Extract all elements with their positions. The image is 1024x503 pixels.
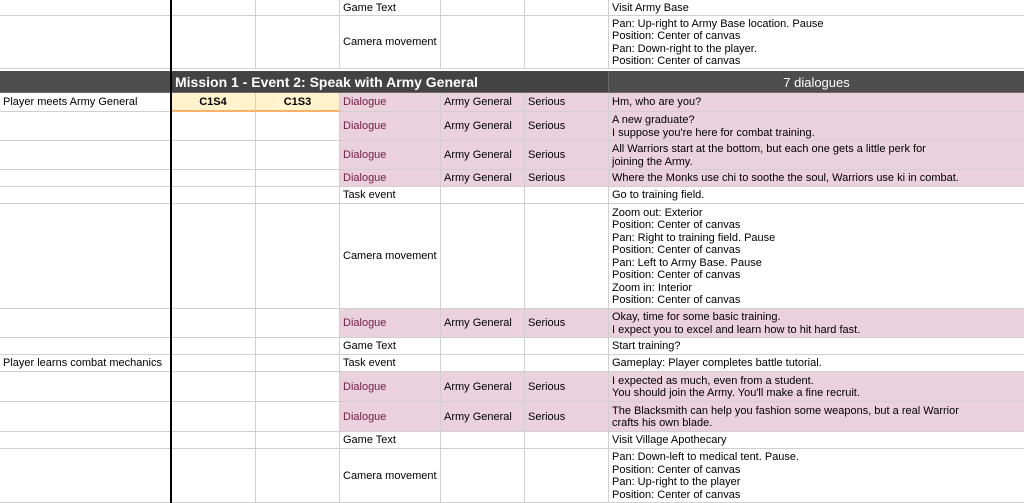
cell-line: crafts his own blade. <box>612 417 713 429</box>
speaker-cell[interactable] <box>441 16 525 69</box>
speaker-cell[interactable] <box>441 141 525 170</box>
content-text <box>612 357 822 370</box>
type-cell[interactable] <box>340 187 441 204</box>
code-cell-1[interactable] <box>171 204 256 309</box>
type-cell[interactable] <box>340 355 441 372</box>
type-label: Camera movement <box>343 469 437 482</box>
content-cell[interactable] <box>609 355 1024 372</box>
cell-line: Position: Center of canvas <box>612 55 741 67</box>
type-cell[interactable] <box>340 309 441 338</box>
cell-line: Visit Army Base <box>612 1 689 14</box>
tone-label: Serious <box>528 149 566 162</box>
cell-line: joining the Army. <box>612 155 693 168</box>
cell-line: Position: Center of canvas <box>612 30 741 42</box>
type-label: Camera movement <box>343 250 437 263</box>
cell-line: The Blacksmith can help you fashion some weapons, but a real Warrior <box>612 404 959 417</box>
type-cell[interactable] <box>340 432 441 449</box>
speaker-cell[interactable] <box>441 170 525 187</box>
cell-line: Pan: Up-right to the player <box>612 476 741 488</box>
code-cell-2[interactable] <box>256 0 340 16</box>
content-text <box>612 405 959 430</box>
speaker-cell[interactable] <box>441 112 525 141</box>
content-text <box>612 172 959 185</box>
cell-line: Position: Center of canvas <box>612 244 741 256</box>
type-label: Task event <box>343 357 396 370</box>
speaker-cell[interactable] <box>441 187 525 204</box>
cell-line: Zoom out: Exterior <box>612 206 703 219</box>
type-cell[interactable] <box>340 372 441 402</box>
tone-label: Serious <box>528 380 566 393</box>
type-cell[interactable] <box>340 204 441 309</box>
table-row <box>0 170 1024 187</box>
speaker-label: Army General <box>444 149 512 162</box>
content-cell[interactable] <box>609 0 1024 16</box>
content-text <box>612 189 704 202</box>
code-cell-1[interactable] <box>171 170 256 187</box>
content-cell[interactable] <box>609 112 1024 141</box>
type-label: Camera movement <box>343 36 437 49</box>
code-cell-1[interactable] <box>171 449 256 503</box>
code-cell-2[interactable] <box>256 16 340 69</box>
tone-cell[interactable] <box>525 355 609 372</box>
content-cell[interactable] <box>609 338 1024 355</box>
content-cell[interactable] <box>609 449 1024 503</box>
tone-label: Serious <box>528 96 566 109</box>
type-label: Game Text <box>343 340 396 353</box>
code-cell-1[interactable] <box>171 187 256 204</box>
cell-line: Visit Village Apothecary <box>612 434 727 447</box>
type-cell[interactable] <box>340 402 441 432</box>
tone-cell[interactable] <box>525 112 609 141</box>
cell-line: Where the Monks use chi to soothe the soul, Warriors use ki in combat. <box>612 172 959 185</box>
code-cell-2[interactable] <box>256 432 340 449</box>
cell-line: A new graduate? <box>612 114 695 126</box>
tone-cell[interactable] <box>525 402 609 432</box>
cell-line: Position: Center of canvas <box>612 219 741 231</box>
content-text <box>612 311 860 336</box>
section-cell[interactable] <box>0 141 171 170</box>
cell-line: Pan: Up-right to Army Base location. Pause <box>612 17 824 30</box>
section-cell[interactable] <box>0 372 171 402</box>
header-blank-cell[interactable] <box>0 71 171 93</box>
cell-line: Start training? <box>612 340 681 353</box>
code-cell-1[interactable] <box>171 372 256 402</box>
tone-cell[interactable] <box>525 338 609 355</box>
table-row <box>0 432 1024 449</box>
code-cell-1[interactable] <box>171 112 256 141</box>
speaker-label: Army General <box>444 120 512 133</box>
type-label: Dialogue <box>343 149 387 162</box>
cell-line: I expect you to excel and learn how to hit hard fast. <box>612 323 861 336</box>
table-row <box>0 402 1024 432</box>
event-header-row <box>0 71 1024 93</box>
code-cell-2[interactable] <box>256 355 340 372</box>
content-cell[interactable] <box>609 402 1024 432</box>
event-title-cell[interactable] <box>171 71 609 93</box>
cell-line: Go to training field. <box>612 189 705 202</box>
dialogue-count-cell[interactable] <box>609 71 1024 93</box>
section-cell[interactable] <box>0 338 171 355</box>
speaker-label: Army General <box>444 317 512 330</box>
tone-label: Serious <box>528 172 566 185</box>
tone-cell[interactable] <box>525 93 609 112</box>
tone-label: Serious <box>528 120 566 133</box>
section-cell[interactable] <box>0 93 171 112</box>
table-row <box>0 355 1024 372</box>
content-cell[interactable] <box>609 372 1024 402</box>
table-row <box>0 0 1024 16</box>
content-cell[interactable] <box>609 432 1024 449</box>
code-cell-2[interactable] <box>256 372 340 402</box>
cell-line: Zoom in: Interior <box>612 281 693 294</box>
code-cell-1[interactable] <box>171 338 256 355</box>
type-cell[interactable] <box>340 16 441 69</box>
speaker-cell[interactable] <box>441 449 525 503</box>
table-row <box>0 204 1024 309</box>
cell-line: Okay, time for some basic training. <box>612 311 781 323</box>
code-cell-2[interactable] <box>256 449 340 503</box>
content-cell[interactable] <box>609 170 1024 187</box>
speaker-cell[interactable] <box>441 338 525 355</box>
type-label: Dialogue <box>343 380 387 393</box>
code-cell-1[interactable]: C1S4 <box>171 93 256 112</box>
code-cell-1[interactable] <box>171 141 256 170</box>
code-cell-2[interactable] <box>256 170 340 187</box>
section-cell[interactable] <box>0 170 171 187</box>
speaker-cell[interactable] <box>441 309 525 338</box>
type-cell[interactable] <box>340 338 441 355</box>
cell-line: Gameplay: Player completes battle tutorial. <box>612 357 822 370</box>
section-cell[interactable] <box>0 187 171 204</box>
code-cell-1[interactable] <box>171 355 256 372</box>
content-text <box>612 340 680 353</box>
code-cell-2[interactable] <box>256 187 340 204</box>
speaker-cell[interactable] <box>441 355 525 372</box>
tone-cell[interactable] <box>525 16 609 69</box>
section-cell[interactable] <box>0 16 171 69</box>
code-cell-2[interactable] <box>256 338 340 355</box>
section-cell[interactable] <box>0 355 171 372</box>
speaker-label: Army General <box>444 380 512 393</box>
code-cell-1[interactable] <box>171 309 256 338</box>
content-cell[interactable] <box>609 204 1024 309</box>
content-text <box>612 2 689 15</box>
speaker-cell[interactable] <box>441 372 525 402</box>
content-text <box>612 96 701 109</box>
cell-line: Pan: Down-left to medical tent. Pause. <box>612 451 800 463</box>
section-cell[interactable] <box>0 432 171 449</box>
cell-line: I expected as much, even from a student. <box>612 374 814 387</box>
table-row <box>0 187 1024 204</box>
section-label: Player meets Army General <box>3 96 138 109</box>
tone-cell[interactable] <box>525 432 609 449</box>
tone-label: Serious <box>528 410 566 423</box>
table-row <box>0 93 1024 112</box>
section-cell[interactable] <box>0 0 171 16</box>
type-cell[interactable] <box>340 449 441 503</box>
cell-line: Hm, who are you? <box>612 96 702 109</box>
table-row <box>0 16 1024 69</box>
section-cell[interactable] <box>0 204 171 309</box>
type-cell[interactable] <box>340 112 441 141</box>
tone-cell[interactable] <box>525 0 609 16</box>
content-text <box>612 207 775 307</box>
type-label: Dialogue <box>343 172 387 185</box>
type-label: Dialogue <box>343 410 387 423</box>
type-label: Game Text <box>343 1 396 14</box>
code-cell-2[interactable] <box>256 402 340 432</box>
content-cell[interactable] <box>609 16 1024 69</box>
tone-cell[interactable] <box>525 170 609 187</box>
cell-line: Pan: Right to training field. Pause <box>612 231 776 244</box>
cell-line: I suppose you're here for combat training. <box>612 126 815 139</box>
cell-line: Pan: Left to Army Base. Pause <box>612 256 762 269</box>
type-cell[interactable] <box>340 170 441 187</box>
section-cell[interactable] <box>0 309 171 338</box>
type-label: Dialogue <box>343 120 387 133</box>
cell-line: Position: Center of canvas <box>612 269 741 281</box>
speaker-label: Army General <box>444 172 512 185</box>
tone-label: Serious <box>528 317 566 330</box>
content-text <box>612 18 824 68</box>
content-cell[interactable] <box>609 141 1024 170</box>
code-cell-2[interactable] <box>256 204 340 309</box>
type-cell[interactable] <box>340 141 441 170</box>
cell-line: Pan: Down-right to the player. <box>612 42 757 55</box>
content-text <box>612 434 727 447</box>
cell-line: Position: Center of canvas <box>612 488 741 501</box>
column-divider <box>170 0 172 503</box>
type-cell[interactable] <box>340 93 441 112</box>
content-cell[interactable] <box>609 93 1024 112</box>
tone-cell[interactable] <box>525 449 609 503</box>
speaker-label: Army General <box>444 96 512 109</box>
cell-line: You should join the Army. You'll make a fine recruit. <box>612 387 860 399</box>
content-text <box>612 114 815 139</box>
section-label: Player learns combat mechanics <box>3 357 162 370</box>
table-row <box>0 338 1024 355</box>
cell-line: Position: Center of canvas <box>612 294 741 306</box>
tone-cell[interactable] <box>525 309 609 338</box>
dialogue-count: 7 dialogues <box>783 75 850 90</box>
cell-line: Position: Center of canvas <box>612 463 741 476</box>
section-cell[interactable] <box>0 449 171 503</box>
speaker-cell[interactable] <box>441 432 525 449</box>
tone-cell[interactable] <box>525 372 609 402</box>
table-row <box>0 309 1024 338</box>
code-cell-1[interactable] <box>171 16 256 69</box>
table-row <box>0 141 1024 170</box>
table-row <box>0 372 1024 402</box>
code-cell-2[interactable] <box>256 112 340 141</box>
code-cell-1[interactable] <box>171 402 256 432</box>
type-label: Dialogue <box>343 96 387 109</box>
type-label: Task event <box>343 189 396 202</box>
speaker-cell[interactable] <box>441 0 525 16</box>
table-row <box>0 112 1024 141</box>
content-cell[interactable] <box>609 187 1024 204</box>
table-row <box>0 449 1024 503</box>
tone-cell[interactable] <box>525 204 609 309</box>
section-cell[interactable] <box>0 402 171 432</box>
content-text <box>612 375 860 400</box>
code-cell-2[interactable]: C1S3 <box>256 93 340 112</box>
code-cell-1[interactable] <box>171 432 256 449</box>
speaker-cell[interactable] <box>441 93 525 112</box>
speaker-cell[interactable] <box>441 402 525 432</box>
code-cell-2[interactable] <box>256 141 340 170</box>
content-cell[interactable] <box>609 309 1024 338</box>
type-cell[interactable] <box>340 0 441 16</box>
content-text <box>612 143 926 168</box>
type-label: Dialogue <box>343 317 387 330</box>
cell-line: All Warriors start at the bottom, but each one gets a little perk for <box>612 143 926 155</box>
tone-cell[interactable] <box>525 187 609 204</box>
speaker-cell[interactable] <box>441 204 525 309</box>
speaker-label: Army General <box>444 410 512 423</box>
content-text <box>612 451 799 501</box>
code-cell-1[interactable] <box>171 0 256 16</box>
type-label: Game Text <box>343 434 396 447</box>
event-title: Mission 1 - Event 2: Speak with Army General <box>175 74 478 90</box>
tone-cell[interactable] <box>525 141 609 170</box>
section-cell[interactable] <box>0 112 171 141</box>
code-cell-2[interactable] <box>256 309 340 338</box>
